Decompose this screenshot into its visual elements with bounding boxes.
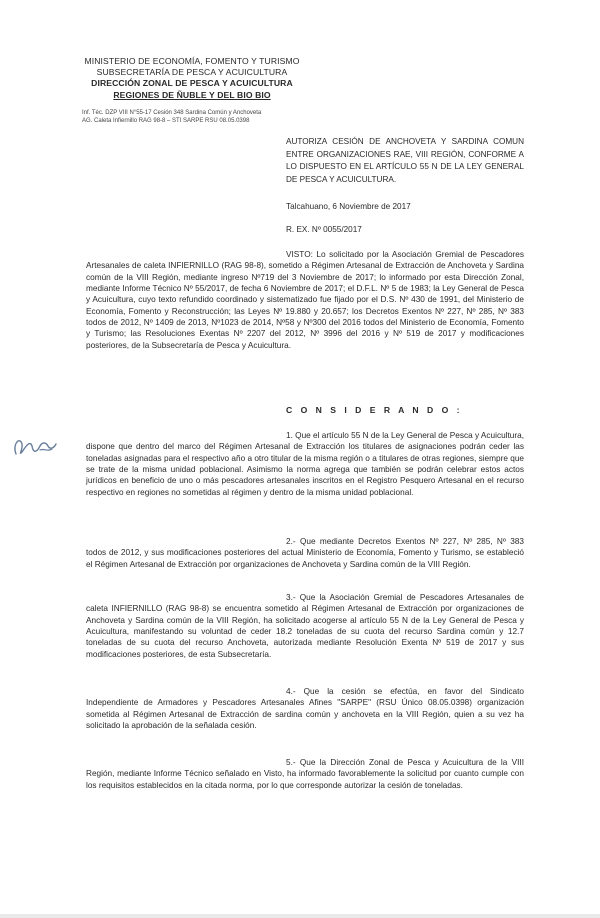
reference-line-2: AG. Caleta Infiernillo RAG 98-8 – STI SARPE RSU 08.05.0398 bbox=[82, 117, 250, 124]
resolution-number: R. EX. Nº 0055/2017 bbox=[286, 225, 362, 234]
considerando-paragraph-1: 1. Que el artículo 55 N de la Ley General de Pesca y Acuicultura, dispone que dentro del marco del Régimen Artesanal de Extracción los titulares de asignaciones podrán ceder las toneladas asignadas para el respectivo año a otro titular de la misma región o a titulares de otras regiones, siempre que se trate de la misma unidad poblacional. Asimismo la norma agrega que también se podrán celebrar estos actos jurídicos en beneficio de uno o más pescadores artesanales inscritos en el Registro Pesquero Artesanal en el recurso respectivo en regiones no sometidas al régimen y dentro de la misma unidad poblacional. bbox=[86, 431, 525, 497]
scan-bottom-edge bbox=[0, 914, 600, 918]
subsecretariat-line: SUBSECRETARÍA DE PESCA Y ACUICULTURA bbox=[96, 67, 288, 78]
regions-line: REGIONES DE ÑUBLE Y DEL BIO BIO bbox=[113, 89, 271, 100]
considerando-paragraph-2: 2.- Que mediante Decretos Exentos Nº 227, Nº 285, Nº 383 todos de 2012, y sus modificaciones posteriores del actual Ministerio de Economía, Fomento y Turismo, se estableció el Régimen Artesanal de Extracción por organizaciones de Anchoveta y Sardina común de la VIII Región. bbox=[86, 537, 524, 569]
visto-paragraph: VISTO: Lo solicitado por la Asociación Gremial de Pescadores Artesanales de caleta INFIERNILLO (RAG 98-8), sometido a Régimen Artesanal de Extracción de Anchoveta y Sardina común de la VIII Región, mediante ingreso Nº719 del 3 Noviembre de 2017; lo informado por esta Dirección Zonal, mediante Informe Técnico Nº 55/2017, de fecha 6 Noviembre de 2017; el D.F.L. Nº 5 de 1983; la Ley General de Pesca y Acuicultura, cuyo texto refundido coordinado y sistematizado fue fijado por el D.S. Nº 430 de 1991, del Ministerio de Economía, Fomento y Reconstrucción; las Leyes Nº 19.880 y 20.657; los Decretos Exentos Nº 227, Nº 285, Nº 383 todos de 2012, Nº 1409 de 2013, Nº1023 de 2014, Nº58 y Nº300 del 2016 todos del Ministerio de Economía, Fomento y Turismo; las Resoluciones Exentas Nº 2207 del 2012, Nº 3996 del 2016 y Nº 519 de 2017 y modificaciones posteriores, de la Subsecretaría de Pesca y Acuicultura. bbox=[86, 250, 524, 350]
document-date: Talcahuano, 6 Noviembre de 2017 bbox=[286, 202, 411, 211]
considerando-paragraph-3: 3.- Que la Asociación Gremial de Pescadores Artesanales de caleta INFIERNILLO (RAG 98-8) se encuentra sometido al Régimen Artesanal de Extracción por organizaciones de Anchoveta y Sardina común de la VIII Región, ha solicitado acogerse al artículo 55 N de la Ley General de Pesca y Acuicultura, manifestando su voluntad de ceder 18.2 toneladas de su cuota del recurso Sardina común y 12.7 toneladas de su cuota del recurso Anchoveta, autorizada mediante Resolución Exenta Nº 519 de 2017 y sus modificaciones posteriores, de esta Subsecretaría. bbox=[86, 593, 524, 659]
zonal-direction-line: DIRECCIÓN ZONAL DE PESCA Y ACUICULTURA bbox=[91, 78, 293, 89]
considerando-heading: C O N S I D E R A N D O : bbox=[286, 405, 463, 415]
considerando-paragraph-5: 5.- Que la Dirección Zonal de Pesca y Acuicultura de la VIII Región, mediante Informe Técnico señalado en Visto, ha informado favorablemente la solicitud por cuanto cumple con los requisitos establecidos en la citada norma, por lo que corresponde autorizar la cesión de toneladas. bbox=[86, 758, 524, 790]
letterhead bbox=[72, 56, 312, 101]
considerando-paragraph-4: 4.- Que la cesión se efectúa, en favor del Sindicato Independiente de Armadores y Pescadores Artesanales Afines "SARPE" (RSU Único 08.05.0398) organización sometida al Régimen Artesanal de Extracción de sardina común y anchoveta en la VIII Región, quien a su vez ha solicitado la aprobación de la señalada cesión. bbox=[86, 687, 524, 731]
handwritten-initials-icon bbox=[10, 432, 60, 462]
ministry-line: MINISTERIO DE ECONOMÍA, FOMENTO Y TURISMO bbox=[84, 56, 300, 66]
authorization-summary: AUTORIZA CESIÓN DE ANCHOVETA Y SARDINA COMUN ENTRE ORGANIZACIONES RAE, VIII REGIÓN, CONFORME A LO DISPUESTO EN EL ARTÍCULO 55 N DE LA LEY GENERAL DE PESCA Y ACUICULTURA. bbox=[286, 137, 524, 184]
reference-notes bbox=[82, 110, 261, 126]
reference-line-1: Inf. Téc. DZP VIII N°55-17 Cesión 348 Sardina Común y Anchoveta bbox=[82, 110, 262, 116]
